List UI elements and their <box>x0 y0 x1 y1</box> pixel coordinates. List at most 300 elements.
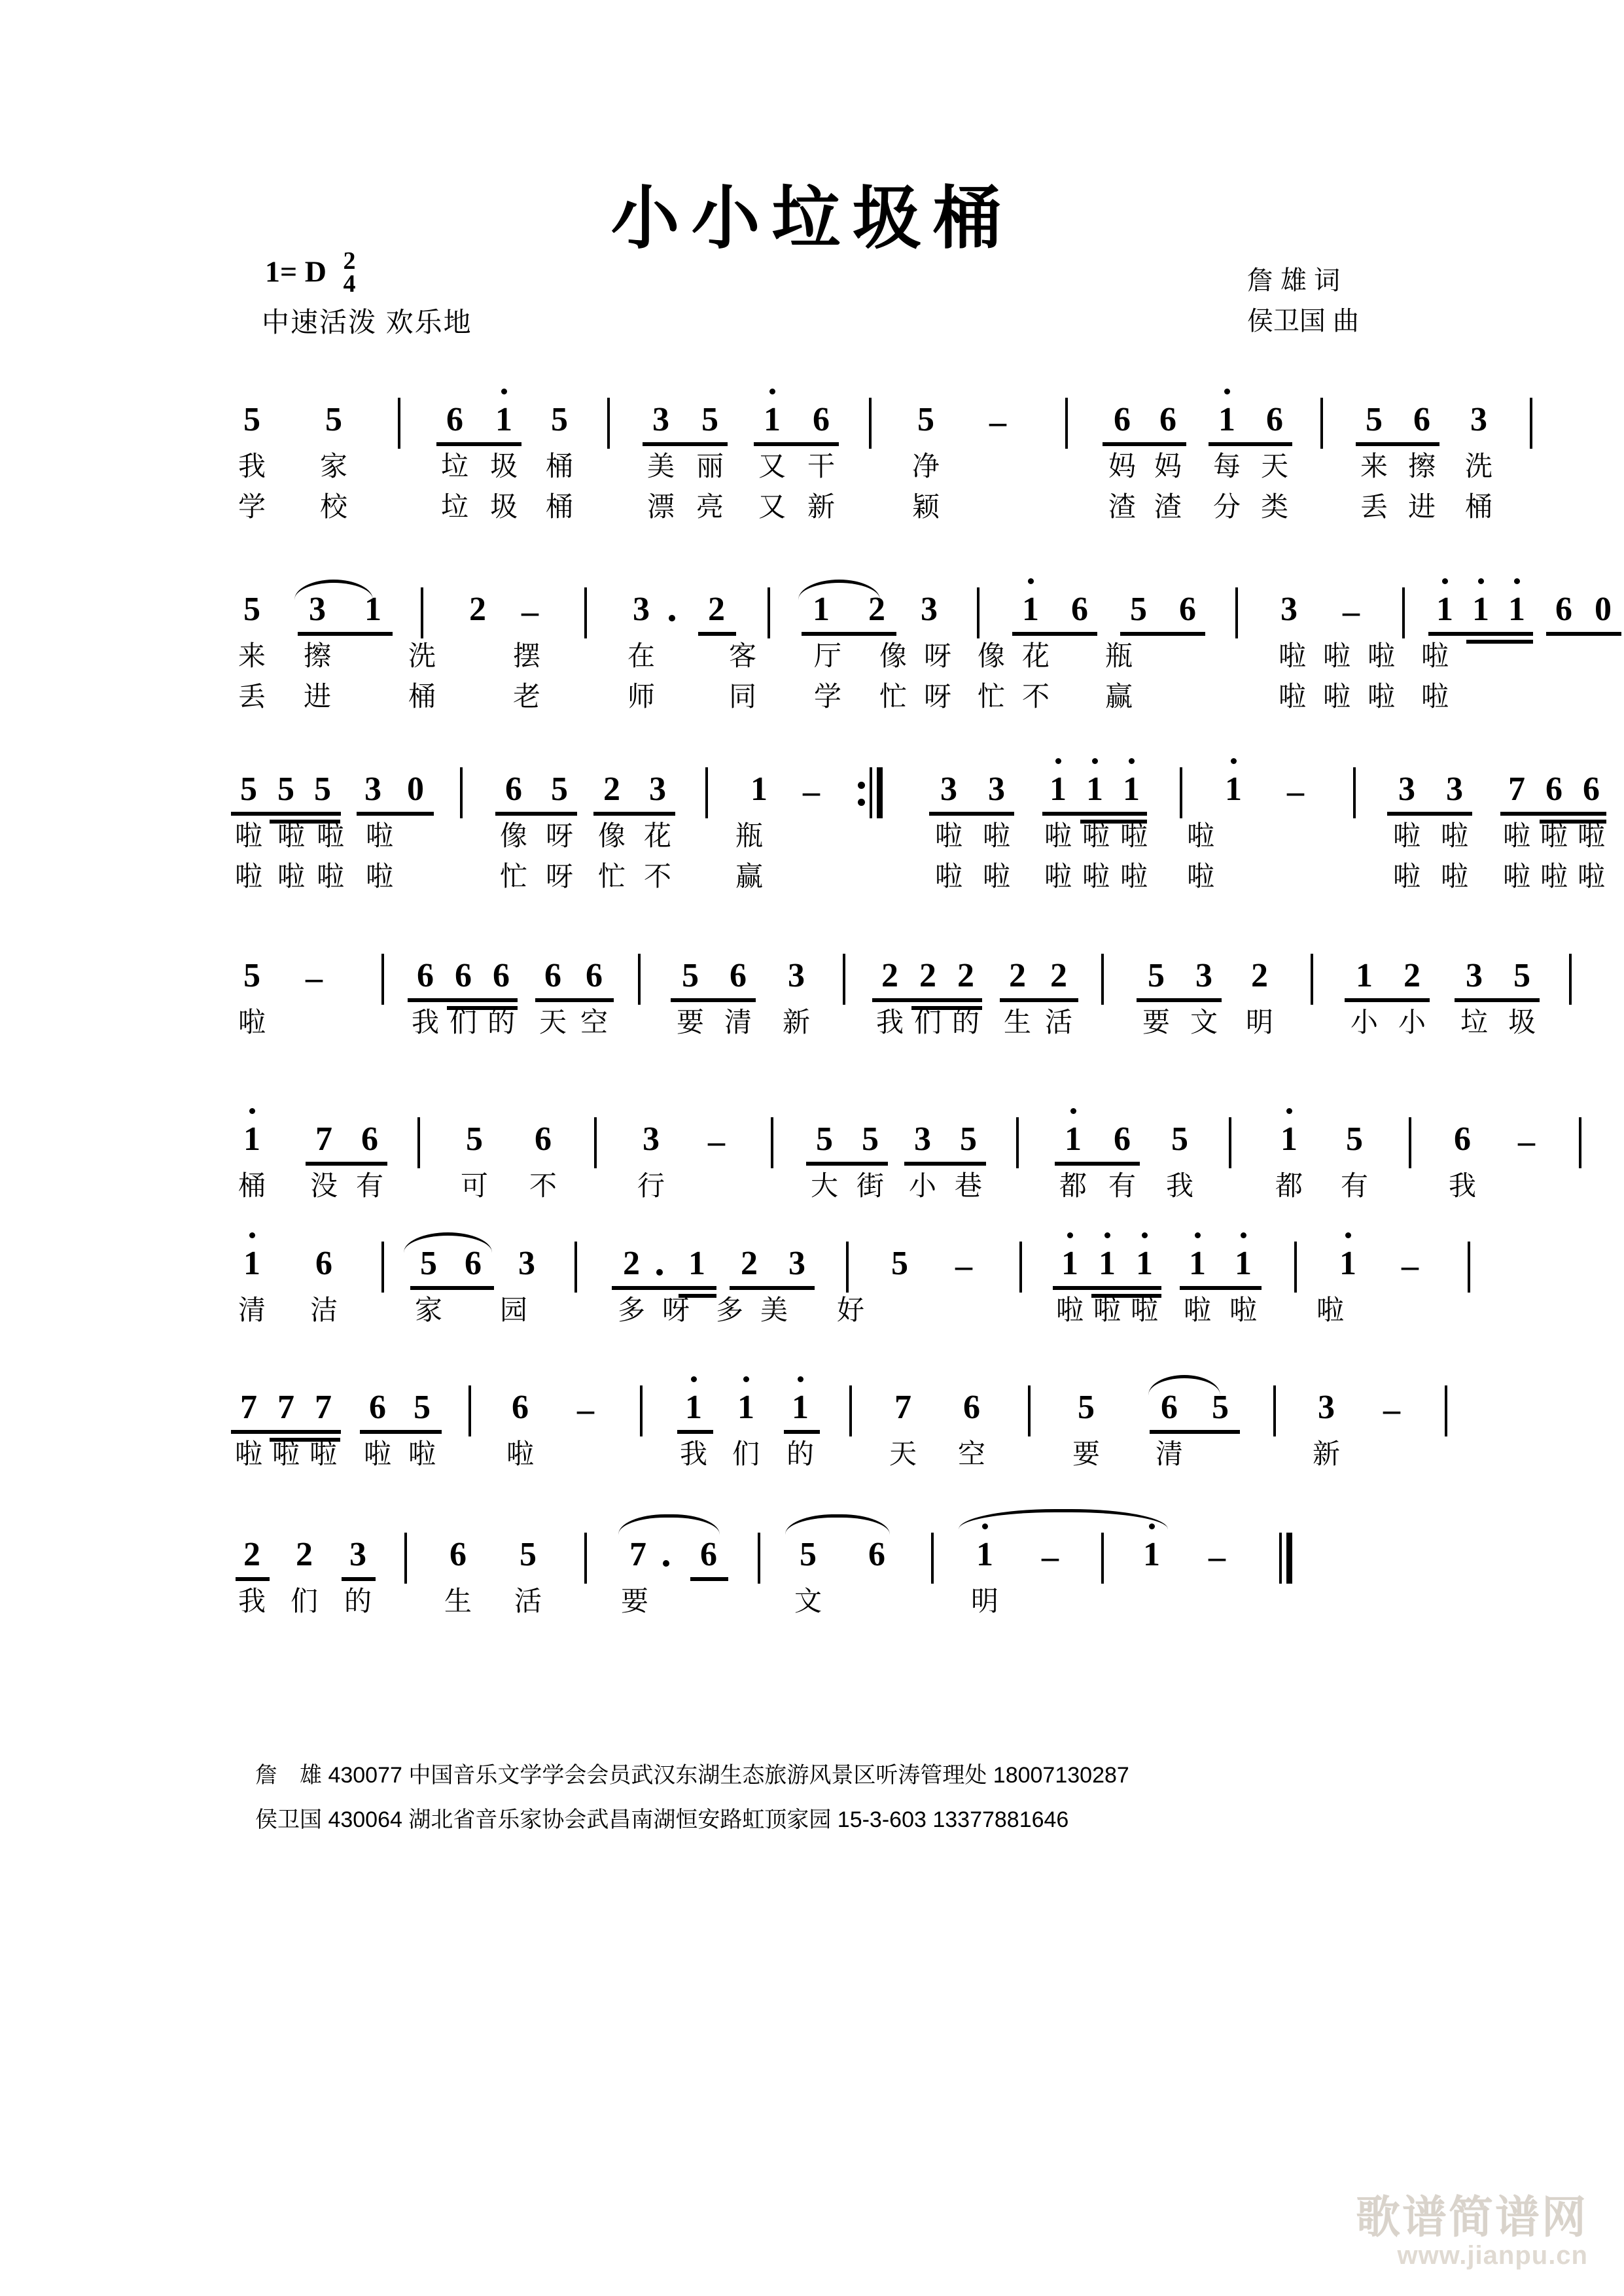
lyric-syllable: 啦 <box>1186 861 1215 892</box>
note-row <box>232 1380 1403 1431</box>
lyric-syllable: 垃 <box>440 491 469 522</box>
note: 1 <box>364 591 381 628</box>
note: 3 <box>788 1245 805 1282</box>
barline <box>977 587 980 638</box>
note: 5 <box>243 957 260 994</box>
note: 6 <box>1266 401 1283 438</box>
lyric-syllable: 们 <box>449 1007 478 1037</box>
lyric-syllable: 瓶 <box>735 820 764 851</box>
lyric-syllable: 啦 <box>1055 1295 1084 1325</box>
lyric-syllable: 文 <box>794 1586 822 1616</box>
lyric-syllable: 们 <box>913 1007 942 1037</box>
lyric-syllable: 瓶 <box>1104 640 1133 671</box>
note: 6 <box>1179 591 1196 628</box>
note: 5 <box>314 771 331 808</box>
lyric-syllable: 啦 <box>1044 820 1072 851</box>
lyric-syllable: 们 <box>290 1586 319 1616</box>
note: 1 <box>1225 773 1242 807</box>
lyric-syllable: 天 <box>538 1007 567 1037</box>
lyric-syllable: 啦 <box>1322 640 1351 671</box>
lyric-syllable: 啦 <box>1421 640 1449 671</box>
music-system-2 <box>232 582 1612 714</box>
lyric-syllable: 啦 <box>1577 820 1606 851</box>
lyric-row-verse-1 <box>232 1431 1403 1472</box>
lyric-syllable: 渣 <box>1154 491 1182 522</box>
lyric-syllable: 像 <box>977 640 1006 671</box>
footer-line-lyricist: 詹 雄 430077 中国音乐文学学会会员武汉东湖生态旅游风景区听涛管理处 18007130287 <box>255 1763 1129 1788</box>
barline <box>1311 954 1313 1005</box>
lyric-syllable: 有 <box>1108 1170 1137 1201</box>
barline <box>421 587 423 638</box>
lyric-syllable: 啦 <box>1120 861 1148 892</box>
lyric-row-verse-1 <box>232 813 1606 854</box>
watermark-site-name: 歌谱简谱网 <box>1355 2192 1588 2242</box>
lyric-syllable: 要 <box>620 1586 649 1616</box>
lyric-syllable: 行 <box>637 1170 665 1201</box>
note: 5 <box>1513 957 1530 994</box>
barline <box>381 954 384 1005</box>
lyric-syllable: 啦 <box>1440 820 1469 851</box>
lyric-syllable: 文 <box>1190 1007 1218 1037</box>
note: 1 <box>792 1391 809 1425</box>
note: 2 <box>919 957 936 994</box>
note: 5 <box>325 401 342 438</box>
barline <box>607 398 610 449</box>
note: 3 <box>1466 957 1483 994</box>
barline <box>771 1117 773 1168</box>
lyric-syllable: 桶 <box>238 1170 266 1201</box>
lyric-syllable: 擦 <box>303 640 332 671</box>
lyric-syllable: 亮 <box>696 491 724 522</box>
barline <box>1028 1385 1031 1436</box>
note: 0 <box>407 771 424 808</box>
note: 1 <box>1280 1122 1297 1157</box>
lyric-syllable: 不 <box>529 1170 557 1201</box>
lyric-syllable: 啦 <box>1540 820 1568 851</box>
meter-denominator: 4 <box>343 270 356 298</box>
lyric-syllable: 啦 <box>277 861 306 892</box>
note: 1 <box>243 1247 260 1281</box>
music-system-3 <box>232 762 1606 894</box>
lyric-syllable: 啦 <box>934 861 963 892</box>
lyric-syllable: 在 <box>627 640 656 671</box>
augmentation-dot <box>656 1269 663 1276</box>
barline <box>1320 398 1323 449</box>
lyric-syllable: 呀 <box>545 861 574 892</box>
lyric-syllable: 圾 <box>489 451 518 481</box>
lyric-row-verse-2 <box>232 484 1493 525</box>
note: 3 <box>1470 401 1487 438</box>
note: 1 <box>1508 593 1525 627</box>
note: 1 <box>243 1122 260 1157</box>
lyric-row-verse-1 <box>232 1163 1477 1204</box>
lyric-syllable: 的 <box>344 1586 372 1616</box>
lyric-syllable: 小 <box>1398 1007 1426 1037</box>
note: 3 <box>988 771 1005 808</box>
note: 6 <box>535 1121 552 1158</box>
lyric-syllable: 啦 <box>934 820 963 851</box>
lyric-row-verse-2 <box>232 854 1606 894</box>
lyric-syllable: 大 <box>810 1170 839 1201</box>
lyric-syllable: 赢 <box>1104 681 1133 712</box>
lyric-syllable: 来 <box>238 640 266 671</box>
lyric-syllable: 没 <box>309 1170 338 1201</box>
note: 1 <box>750 771 768 808</box>
barline <box>1409 1117 1411 1168</box>
lyric-syllable: 啦 <box>1186 820 1215 851</box>
note: 5 <box>1212 1389 1229 1426</box>
lyric-syllable: 啦 <box>1502 861 1531 892</box>
note: 5 <box>1130 591 1147 628</box>
barline <box>1353 767 1356 818</box>
lyric-syllable: 啦 <box>1392 861 1421 892</box>
note: 5 <box>917 401 934 438</box>
note: 7 <box>1508 771 1525 808</box>
lyric-syllable: 洗 <box>408 640 436 671</box>
note: 3 <box>1318 1389 1335 1426</box>
note: 6 <box>700 1536 717 1573</box>
lyric-syllable: 啦 <box>1502 820 1531 851</box>
lyric-syllable: 啦 <box>1278 681 1307 712</box>
lyric-syllable: 来 <box>1360 451 1388 481</box>
note: 6 <box>1583 771 1600 808</box>
note: 3 <box>309 591 326 628</box>
lyric-syllable: 净 <box>911 451 940 481</box>
barline <box>1468 1242 1470 1293</box>
note: 1 <box>688 1245 705 1282</box>
note: 5 <box>1366 401 1383 438</box>
lyric-syllable: 啦 <box>1367 640 1396 671</box>
note: 1 <box>1022 593 1039 627</box>
lyric-syllable: 多 <box>715 1295 744 1325</box>
note: 5 <box>243 401 260 438</box>
lyric-syllable: 校 <box>319 491 348 522</box>
note: 3 <box>652 401 669 438</box>
note: 6 <box>963 1389 980 1426</box>
music-system-5 <box>232 1112 1535 1204</box>
note: 6 <box>512 1389 529 1426</box>
lyric-syllable: 啦 <box>1421 681 1449 712</box>
lyric-syllable: 我 <box>238 451 266 481</box>
note: 2 <box>296 1536 313 1573</box>
lyricist-credit: 詹 雄 词 <box>1246 266 1341 295</box>
lyric-syllable: 呀 <box>923 681 952 712</box>
lyric-syllable: 天 <box>1260 451 1289 481</box>
note-row <box>232 392 1487 444</box>
lyric-syllable: 呀 <box>545 820 574 851</box>
lyric-syllable: 洁 <box>309 1295 338 1325</box>
note: 5 <box>800 1536 817 1573</box>
augmentation-dot <box>663 1560 669 1567</box>
note: 1 <box>1123 773 1140 807</box>
music-system-8 <box>232 1527 1403 1619</box>
sustain-dash: – <box>1518 1123 1535 1160</box>
slur <box>294 580 373 600</box>
lyric-syllable: 漂 <box>646 491 675 522</box>
lyric-syllable: 啦 <box>234 820 263 851</box>
note: 6 <box>446 401 463 438</box>
lyric-row-verse-2 <box>232 674 1449 714</box>
barline <box>1445 1385 1447 1436</box>
lyric-row-verse-1 <box>232 1578 1403 1619</box>
barline <box>1530 398 1532 449</box>
note: 3 <box>921 591 938 628</box>
lyric-syllable: 花 <box>643 820 672 851</box>
lyric-syllable: 啦 <box>234 1438 263 1469</box>
barline <box>398 398 400 449</box>
barline <box>869 398 872 449</box>
lyric-syllable: 我 <box>1165 1170 1194 1201</box>
note: 5 <box>551 771 568 808</box>
note-row <box>232 1112 1535 1163</box>
sustain-dash: – <box>306 960 323 997</box>
note: 6 <box>1114 401 1131 438</box>
lyric-row-verse-1 <box>232 1287 1403 1328</box>
note: 2 <box>708 591 725 628</box>
score-header <box>0 164 1624 360</box>
sustain-dash: – <box>708 1123 725 1160</box>
lyric-syllable: 啦 <box>365 861 394 892</box>
lyric-syllable: 街 <box>856 1170 885 1201</box>
lyric-syllable: 明 <box>970 1586 999 1616</box>
barline <box>1180 767 1182 818</box>
note: 2 <box>243 1536 260 1573</box>
note: 5 <box>960 1121 977 1158</box>
lyric-syllable: 啦 <box>277 820 306 851</box>
note: 3 <box>349 1536 366 1573</box>
lyric-syllable: 啦 <box>1322 681 1351 712</box>
note: 7 <box>315 1121 332 1158</box>
note: 5 <box>414 1389 431 1426</box>
lyric-syllable: 又 <box>758 451 786 481</box>
lyric-syllable: 颖 <box>911 491 940 522</box>
note: 6 <box>361 1121 378 1158</box>
lyric-syllable: 每 <box>1212 451 1241 481</box>
lyric-syllable: 新 <box>782 1007 811 1037</box>
lyric-syllable: 我 <box>875 1007 904 1037</box>
note: 6 <box>730 957 747 994</box>
lyric-syllable: 我 <box>679 1438 708 1469</box>
watermark-site-url: www.jianpu.cn <box>1397 2241 1588 2270</box>
note: 6 <box>315 1245 332 1282</box>
barline <box>1229 1117 1231 1168</box>
note: 5 <box>1078 1389 1095 1426</box>
lyric-syllable: 啦 <box>1093 1295 1121 1325</box>
note: 2 <box>957 957 974 994</box>
lyric-syllable: 小 <box>908 1170 937 1201</box>
lyric-syllable: 又 <box>758 491 786 522</box>
lyric-syllable: 不 <box>1021 681 1050 712</box>
site-watermark <box>1355 2192 1588 2270</box>
barline <box>1579 1117 1581 1168</box>
slur <box>1148 1375 1220 1395</box>
barline <box>843 954 845 1005</box>
note: 5 <box>1171 1121 1188 1158</box>
barline <box>640 1385 643 1436</box>
note: 6 <box>465 1245 482 1282</box>
lyric-syllable: 师 <box>627 681 656 712</box>
lyric-syllable: 的 <box>786 1438 815 1469</box>
lyric-syllable: 要 <box>676 1007 705 1037</box>
lyric-syllable: 都 <box>1275 1170 1303 1201</box>
note: 2 <box>881 957 898 994</box>
lyric-syllable: 多 <box>617 1295 646 1325</box>
lyric-syllable: 垃 <box>440 451 469 481</box>
lyric-syllable: 家 <box>319 451 348 481</box>
lyric-syllable: 啦 <box>1316 1295 1345 1325</box>
note: 2 <box>603 771 620 808</box>
lyric-syllable: 忙 <box>499 861 528 892</box>
note: 5 <box>1346 1121 1363 1158</box>
music-system-1 <box>232 392 1493 525</box>
lyric-syllable: 像 <box>597 820 626 851</box>
note: 6 <box>1159 401 1176 438</box>
note: 2 <box>1251 957 1268 994</box>
lyric-row-verse-1 <box>232 444 1493 484</box>
note: 6 <box>813 401 830 438</box>
note: 5 <box>277 771 294 808</box>
barline <box>1569 954 1572 1005</box>
sustain-dash: – <box>521 593 538 631</box>
note: 3 <box>1446 771 1463 808</box>
barline <box>1101 954 1104 1005</box>
lyric-syllable: 分 <box>1212 491 1241 522</box>
lyric-syllable: 擦 <box>1407 451 1436 481</box>
lyric-syllable: 学 <box>238 491 266 522</box>
lyric-syllable: 忙 <box>977 681 1006 712</box>
lyric-syllable: 圾 <box>1508 1007 1536 1037</box>
note: 1 <box>1136 1247 1153 1281</box>
lyric-syllable: 美 <box>760 1295 788 1325</box>
lyric-syllable: 妈 <box>1108 451 1137 481</box>
note: 6 <box>586 957 603 994</box>
lyric-syllable: 啦 <box>316 861 345 892</box>
lyric-row-verse-1 <box>232 633 1449 674</box>
sustain-dash: – <box>577 1391 594 1429</box>
lyric-syllable: 啦 <box>365 820 394 851</box>
note: 7 <box>894 1389 911 1426</box>
note: 7 <box>240 1389 257 1426</box>
barline <box>1235 587 1238 638</box>
barline <box>849 1385 852 1436</box>
repeat-end-sign <box>858 767 883 818</box>
lyric-syllable: 活 <box>1044 1007 1073 1037</box>
note: 6 <box>1114 1121 1131 1158</box>
barline <box>404 1533 407 1584</box>
note: 1 <box>1235 1247 1252 1281</box>
lyric-syllable: 像 <box>879 640 908 671</box>
barline <box>1019 1242 1022 1293</box>
note: 6 <box>450 1536 467 1573</box>
lyric-syllable: 啦 <box>1278 640 1307 671</box>
lyric-syllable: 啦 <box>238 1007 266 1037</box>
lyric-syllable: 洗 <box>1464 451 1493 481</box>
note-row <box>232 1527 1403 1578</box>
slur-tie <box>959 1509 1168 1529</box>
lyric-syllable: 摆 <box>512 640 541 671</box>
music-system-6 <box>232 1236 1419 1328</box>
note-row <box>232 948 1530 1000</box>
barline <box>584 587 587 638</box>
note: 1 <box>1356 957 1373 994</box>
note: 6 <box>1161 1389 1178 1426</box>
barline <box>931 1533 934 1584</box>
note: 3 <box>788 957 805 994</box>
note: 6 <box>455 957 472 994</box>
sustain-dash: – <box>1287 773 1304 810</box>
lyric-syllable: 生 <box>444 1586 472 1616</box>
note: 1 <box>1099 1247 1116 1281</box>
sustain-dash: – <box>1383 1391 1400 1429</box>
note: 1 <box>737 1391 754 1425</box>
sustain-dash: – <box>989 404 1006 441</box>
note: 1 <box>495 403 512 437</box>
note: 6 <box>1413 401 1430 438</box>
lyric-syllable: 像 <box>499 820 528 851</box>
beam-secondary <box>1466 640 1533 644</box>
lyric-syllable: 明 <box>1245 1007 1274 1037</box>
note: 3 <box>633 591 650 628</box>
lyric-syllable: 啦 <box>1120 820 1148 851</box>
lyric-syllable: 活 <box>514 1586 542 1616</box>
note: 2 <box>623 1245 640 1282</box>
lyric-syllable: 学 <box>813 681 842 712</box>
lyric-syllable: 丢 <box>238 681 266 712</box>
final-barline <box>1279 1533 1292 1584</box>
lyric-syllable: 忙 <box>597 861 626 892</box>
lyric-syllable: 有 <box>1340 1170 1369 1201</box>
lyric-syllable: 呀 <box>923 640 952 671</box>
barline <box>758 1533 760 1584</box>
note: 1 <box>764 403 781 437</box>
slur <box>618 1514 720 1535</box>
lyric-syllable: 啦 <box>234 861 263 892</box>
slur <box>785 1514 890 1535</box>
sustain-dash: – <box>803 773 820 810</box>
lyric-syllable: 妈 <box>1154 451 1182 481</box>
lyric-syllable: 清 <box>238 1295 266 1325</box>
lyric-syllable: 呀 <box>662 1295 690 1325</box>
lyric-syllable: 空 <box>580 1007 609 1037</box>
barline <box>468 1385 471 1436</box>
composer-credit: 侯卫国 曲 <box>1246 307 1359 336</box>
page-title: 小小垃圾桶 <box>610 181 1014 257</box>
note: 3 <box>364 771 381 808</box>
note: 1 <box>1189 1247 1206 1281</box>
lyric-syllable: 我 <box>238 1586 266 1616</box>
barline <box>705 767 708 818</box>
note: 2 <box>1403 957 1421 994</box>
note: 7 <box>315 1389 332 1426</box>
lyric-syllable: 啦 <box>1082 861 1110 892</box>
note: 1 <box>1472 593 1489 627</box>
lyric-syllable: 丽 <box>696 451 724 481</box>
music-system-4 <box>232 948 1536 1040</box>
barline <box>460 767 463 818</box>
note: 3 <box>1398 771 1415 808</box>
barline <box>1402 587 1405 638</box>
barline <box>594 1117 597 1168</box>
note: 5 <box>551 401 568 438</box>
lyric-syllable: 空 <box>957 1438 986 1469</box>
sustain-dash: – <box>1402 1247 1419 1285</box>
lyric-syllable: 忙 <box>879 681 908 712</box>
lyric-syllable: 巷 <box>954 1170 983 1201</box>
footer-contact-block <box>255 1753 1433 1842</box>
note: 1 <box>1065 1122 1082 1157</box>
lyric-syllable: 啦 <box>1367 681 1396 712</box>
note: 5 <box>816 1121 833 1158</box>
